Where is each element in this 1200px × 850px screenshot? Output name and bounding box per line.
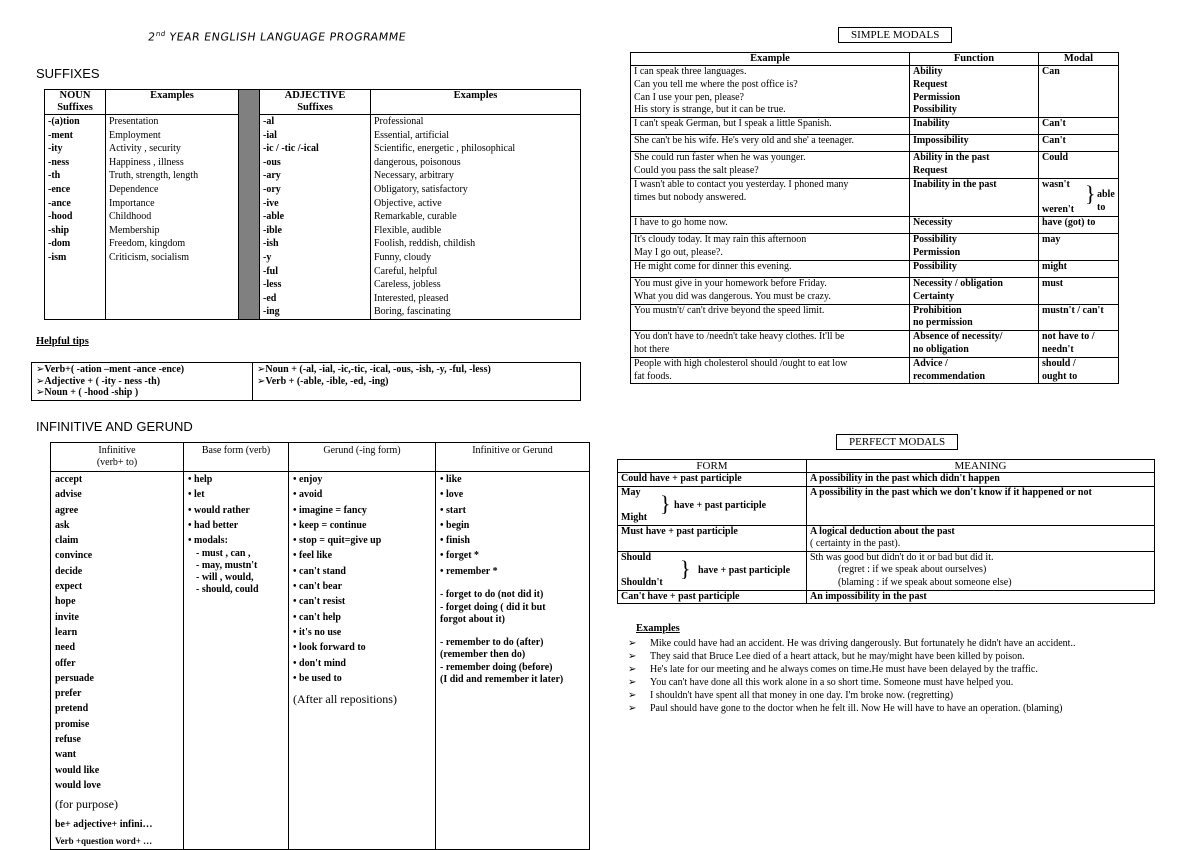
modal-value: Can't — [1039, 135, 1119, 152]
inf-or-gerund-item: • begin — [440, 518, 585, 533]
infinitive-verb: learn — [55, 626, 78, 638]
modal-function: Necessity — [910, 217, 1039, 234]
infinitive-column — [51, 472, 184, 850]
gerund-item: • feel like — [293, 548, 431, 563]
adj-example: Essential, artificial — [374, 129, 449, 141]
adj-example: Careful, helpful — [374, 265, 438, 277]
infinitive-verb: promise — [55, 718, 90, 730]
modal-example-header: Example — [631, 53, 910, 66]
noun-example: Truth, strength, length — [109, 170, 199, 182]
perfect-row-form: May } have + past participle Might — [618, 486, 807, 525]
simple-modals-table — [630, 52, 1119, 384]
remember-note: - remember to do (after) — [440, 636, 544, 648]
adj-suffix-list — [260, 115, 371, 320]
infinitive-header: Infinitive (verb+ to) — [51, 443, 184, 472]
perfect-row-form: Can't have + past participle — [618, 590, 807, 604]
modal-value: might — [1039, 260, 1119, 277]
noun-example: Criticism, socialism — [109, 251, 189, 263]
noun-example: Presentation — [109, 116, 159, 127]
gerund-item: • can't stand — [293, 564, 431, 579]
adj-suffix: -ed — [263, 292, 277, 304]
perfect-row-meaning: A logical deduction about the past ( certainty in the past). — [807, 525, 1155, 551]
inf-or-gerund-item: • forget * — [440, 548, 585, 563]
modal-row — [631, 331, 1119, 358]
modal-value: should / ought to — [1039, 357, 1119, 384]
suffixes-table — [44, 89, 581, 320]
infinitive-verb: offer — [55, 657, 76, 669]
examples-list — [628, 637, 1188, 715]
perfect-modals-title: PERFECT MODALS — [836, 434, 958, 450]
noun-suffix: -ship — [48, 224, 70, 236]
infinitive-verb: would like — [55, 764, 100, 776]
gerund-item: • avoid — [293, 487, 431, 502]
adj-suffix: -ible — [263, 224, 282, 236]
modal-function: Ability Request Permission Possibility — [910, 66, 1039, 118]
modal-value: wasn't } able to weren't — [1039, 178, 1119, 217]
base-form-item: • had better — [188, 518, 284, 533]
noun-example: Childhood — [109, 211, 152, 223]
modal-row — [631, 357, 1119, 384]
modal-row — [631, 260, 1119, 277]
modal-value: must — [1039, 277, 1119, 304]
infinitive-verb: prefer — [55, 688, 82, 700]
simple-modals-title: SIMPLE MODALS — [838, 27, 952, 43]
adj-example: Interested, pleased — [374, 292, 449, 304]
example-item: ➢ Paul should have gone to the doctor when he felt ill. Now He will have to have an operation. (blaming) — [628, 702, 1188, 715]
remember-note: - remember doing (before) — [440, 661, 553, 673]
adj-suffix: -able — [263, 211, 285, 223]
modal-row — [631, 135, 1119, 152]
gerund-item: • enjoy — [293, 472, 431, 487]
infinitive-verb: agree — [55, 504, 79, 516]
noun-suffix: -ity — [48, 143, 63, 155]
modal-function: Absence of necessity/ no obligation — [910, 331, 1039, 358]
inf-or-gerund-column — [436, 472, 590, 850]
noun-suffix: -ism — [48, 251, 67, 263]
perfect-row-meaning: A possibility in the past which didn't happen — [807, 473, 1155, 487]
infinitive-verb: pretend — [55, 703, 89, 715]
tip-item: ➢ Adjective + ( -ity - ness -th) — [36, 376, 248, 388]
divider — [239, 90, 260, 320]
modal-example: He might come for dinner this evening. — [631, 260, 910, 277]
adj-suffix: -ary — [263, 170, 281, 182]
gerund-item: • can't help — [293, 610, 431, 625]
modal-row — [631, 152, 1119, 179]
infinitive-verb: refuse — [55, 734, 81, 746]
noun-example-list — [106, 115, 239, 320]
inf-or-gerund-item: • love — [440, 487, 585, 502]
infinitive-verb: invite — [55, 611, 79, 623]
infinitive-verb: advise — [55, 489, 82, 501]
modal-row — [631, 118, 1119, 135]
modal-example: I can speak three languages. Can you tell me where the post office is? Can I use your pen, please? His story is strange, but it can be true. — [631, 66, 910, 118]
noun-suffix: -dom — [48, 238, 71, 250]
modal-item: - must , can , — [196, 548, 251, 560]
modal-function: Ability in the past Request — [910, 152, 1039, 179]
adj-suffix: -ful — [263, 265, 278, 277]
adj-example: Professional — [374, 116, 424, 127]
infinitive-verb: want — [55, 749, 77, 761]
modal-example: I can't speak German, but I speak a little Spanish. — [631, 118, 910, 135]
modal-example: You must give in your homework before Friday. What you did was dangerous. You must be crazy. — [631, 277, 910, 304]
tip-item: ➢ Verb + (-able, -ible, -ed, -ing) — [257, 376, 576, 388]
forget-note: - forget to do (not did it) — [440, 589, 544, 601]
adj-suffix: -ial — [263, 129, 277, 141]
modal-example: People with high cholesterol should /ought to eat low fat foods. — [631, 357, 910, 384]
adj-examples-header: Examples — [371, 90, 581, 115]
forget-note: forgot about it) — [440, 614, 505, 626]
base-form-item: • let — [188, 487, 284, 502]
modal-value: not have to / needn't — [1039, 331, 1119, 358]
modal-row — [631, 178, 1119, 217]
modal-function-header: Function — [910, 53, 1039, 66]
modal-value: Can — [1039, 66, 1119, 118]
adj-example-list — [371, 115, 581, 320]
infinitive-verb: ask — [55, 519, 70, 531]
modal-row — [631, 66, 1119, 118]
tips-right — [253, 363, 581, 401]
adj-example: Careless, jobless — [374, 279, 441, 291]
infinitive-table — [50, 442, 590, 850]
adj-suffix: -y — [263, 251, 272, 263]
gerund-item: • imagine = fancy — [293, 503, 431, 518]
noun-suffix-list — [45, 115, 106, 320]
modal-example: I wasn't able to contact you yesterday. I phoned many times but nobody answered. — [631, 178, 910, 217]
tips-table — [31, 362, 581, 401]
adj-example: Necessary, arbitrary — [374, 170, 454, 182]
adj-example: dangerous, poisonous — [374, 156, 461, 168]
modal-header: Modal — [1039, 53, 1119, 66]
modal-item: - may, mustn't — [196, 560, 258, 572]
example-item: ➢ You can't have done all this work alone in a so short time. Someone must have helped you. — [628, 676, 1188, 689]
adj-example: Funny, cloudy — [374, 251, 432, 263]
suffixes-heading: SUFFIXES — [36, 66, 100, 81]
helpful-tips-heading: Helpful tips — [36, 336, 89, 347]
for-purpose-note: (for purpose) — [55, 797, 118, 812]
modal-function: Possibility Permission — [910, 234, 1039, 261]
modal-example: You mustn't/ can't drive beyond the speed limit. — [631, 304, 910, 331]
noun-suffix: -ence — [48, 183, 71, 195]
infinitive-verb: decide — [55, 565, 83, 577]
adj-example: Scientific, energetic , philosophical — [374, 143, 516, 155]
example-item: ➢ Mike could have had an accident. He was driving dangerously. But fortunately he didn't have an accident.. — [628, 637, 1188, 650]
adj-example: Objective, active — [374, 197, 442, 209]
modal-value: mustn't / can't — [1039, 304, 1119, 331]
noun-example: Activity , security — [109, 143, 181, 155]
adj-suffix: -less — [263, 279, 282, 291]
adj-example: Flexible, audible — [374, 224, 442, 236]
modal-value: may — [1039, 234, 1119, 261]
remember-note: (I did and remember it later) — [440, 674, 564, 686]
adj-suffix: -ive — [263, 197, 279, 209]
noun-example: Importance — [109, 197, 155, 209]
gerund-item: • stop = quit=give up — [293, 533, 431, 548]
adj-example: Remarkable, curable — [374, 211, 457, 223]
modal-function: Advice / recommendation — [910, 357, 1039, 384]
adj-suffix: -ory — [263, 183, 281, 195]
gerund-item: • it's no use — [293, 625, 431, 640]
base-form-item: • modals: — [188, 533, 284, 548]
modal-row — [631, 277, 1119, 304]
infinitive-verb: hope — [55, 596, 76, 608]
modal-row — [631, 217, 1119, 234]
remember-note: (remember then do) — [440, 649, 526, 661]
noun-examples-header: Examples — [106, 90, 239, 115]
gerund-header: Gerund (-ing form) — [289, 443, 436, 472]
adj-header: ADJECTIVE Suffixes — [260, 90, 371, 115]
tip-item: ➢ Noun + (-al, -ial, -ic,-tic, -ical, -ous, -ish, -y, -ful, -less) — [257, 364, 576, 376]
noun-suffix: -th — [48, 170, 61, 182]
base-form-item: • would rather — [188, 503, 284, 518]
noun-suffix: -(a)tion — [48, 116, 80, 127]
noun-example: Employment — [109, 129, 161, 141]
modal-value: have (got) to — [1039, 217, 1119, 234]
inf-or-gerund-header: Infinitive or Gerund — [436, 443, 590, 472]
perfect-row-form: Could have + past participle — [618, 473, 807, 487]
perfect-row-meaning: A possibility in the past which we don't know if it happened or not — [807, 486, 1155, 525]
infinitive-verb: accept — [55, 474, 83, 485]
perfect-row-meaning: An impossibility in the past — [807, 590, 1155, 604]
perfect-row-form: Should } have + past participle Shouldn't — [618, 551, 807, 590]
adj-example: Foolish, reddish, childish — [374, 238, 476, 250]
noun-suffix: -ance — [48, 197, 71, 209]
adj-suffix: -ous — [263, 156, 281, 168]
modal-row — [631, 304, 1119, 331]
adj-example: Boring, fascinating — [374, 306, 451, 318]
noun-example: Freedom, kingdom — [109, 238, 186, 250]
modal-value: Can't — [1039, 118, 1119, 135]
modal-function: Possibility — [910, 260, 1039, 277]
modal-example: She could run faster when he was younger. Could you pass the salt please? — [631, 152, 910, 179]
base-form-item: • help — [188, 472, 284, 487]
modal-row — [631, 234, 1119, 261]
base-form-column — [184, 472, 289, 850]
meaning-header: MEANING — [807, 460, 1155, 473]
infinitive-verb: need — [55, 642, 75, 654]
modal-example: I have to go home now. — [631, 217, 910, 234]
modal-item: - will , would, — [196, 572, 254, 584]
noun-example: Membership — [109, 224, 160, 236]
modal-function: Impossibility — [910, 135, 1039, 152]
be-adj-note: be+ adjective+ infini… — [55, 818, 153, 830]
base-form-header: Base form (verb) — [184, 443, 289, 472]
modal-example: She can't be his wife. He's very old and she' a teenager. — [631, 135, 910, 152]
gerund-column — [289, 472, 436, 850]
example-item: ➢ They said that Bruce Lee died of a heart attack, but he may/might have been killed by poison. — [628, 650, 1188, 663]
noun-header: NOUN Suffixes — [45, 90, 106, 115]
adj-suffix: -al — [263, 116, 275, 127]
infinitive-verb: convince — [55, 550, 93, 562]
forget-note: - forget doing ( did it but — [440, 601, 546, 613]
form-header: FORM — [618, 460, 807, 473]
example-item: ➢ I shouldn't have spent all that money in one day. I'm broke now. (regretting) — [628, 689, 1188, 702]
modal-value: Could — [1039, 152, 1119, 179]
infinitive-verb: persuade — [55, 672, 94, 684]
noun-suffix: -ment — [48, 129, 73, 141]
modal-function: Inability — [910, 118, 1039, 135]
infinitive-verb: claim — [55, 535, 79, 547]
gerund-item: • can't bear — [293, 579, 431, 594]
modal-function: Prohibition no permission — [910, 304, 1039, 331]
perfect-row-meaning: Sth was good but didn't do it or bad but did it. (regret : if we speak about ourselves) (blaming : if we speak about someone else) — [807, 551, 1155, 590]
infinitive-heading: INFINITIVE AND GERUND — [36, 419, 193, 434]
modal-example: It's cloudy today. It may rain this afternoon May I go out, please?. — [631, 234, 910, 261]
examples-heading: Examples — [636, 623, 680, 634]
infinitive-verb: would love — [55, 779, 101, 791]
gerund-item: • can't resist — [293, 594, 431, 609]
adj-suffix: -ic / -tic /-ical — [263, 143, 319, 155]
gerund-item: • be used to — [293, 671, 431, 686]
inf-or-gerund-item: • remember * — [440, 564, 585, 579]
after-prepositions-note: (After all repositions) — [293, 692, 397, 707]
adj-example: Obligatory, satisfactory — [374, 183, 468, 195]
example-item: ➢ He's late for our meeting and he always comes on time.He must have been delayed by the traffic. — [628, 663, 1188, 676]
modal-function: Necessity / obligation Certainty — [910, 277, 1039, 304]
noun-suffix: -ness — [48, 156, 70, 168]
modal-example: You don't have to /needn't take heavy clothes. It'll be hot there — [631, 331, 910, 358]
infinitive-verb: expect — [55, 581, 83, 593]
page-title: 2nd YEAR ENGLISH LANGUAGE PROGRAMME — [147, 30, 408, 44]
perfect-modals-table — [617, 459, 1155, 604]
inf-or-gerund-item: • finish — [440, 533, 585, 548]
tip-item: ➢ Noun + ( -hood -ship ) — [36, 387, 248, 399]
inf-or-gerund-item: • like — [440, 472, 585, 487]
gerund-item: • look forward to — [293, 640, 431, 655]
gerund-item: • keep = continue — [293, 518, 431, 533]
modal-item: - should, could — [196, 584, 259, 596]
gerund-item: • don't mind — [293, 656, 431, 671]
verb-question-note: Verb +question word+ … — [55, 835, 153, 846]
noun-suffix: -hood — [48, 211, 73, 223]
noun-example: Happiness , illness — [109, 156, 184, 168]
modal-function: Inability in the past — [910, 178, 1039, 217]
inf-or-gerund-item: • start — [440, 503, 585, 518]
adj-suffix: -ing — [263, 306, 280, 318]
perfect-row-form: Must have + past participle — [618, 525, 807, 551]
noun-example: Dependence — [109, 183, 159, 195]
tip-item: ➢ Verb+( -ation –ment -ance -ence) — [36, 364, 248, 376]
tips-left — [32, 363, 253, 401]
adj-suffix: -ish — [263, 238, 279, 250]
